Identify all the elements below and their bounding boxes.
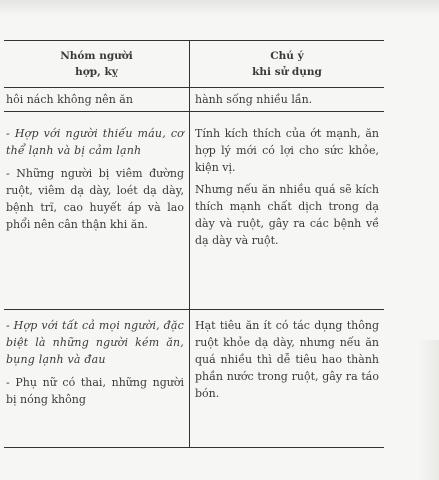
row1-notes-text: hành sống nhiều lần. [195,93,313,106]
row2-suitable-text: - Hợp với người thiếu máu, cơ thể lạnh và bị cảm lạnh [6,127,184,157]
header-divider [4,87,384,88]
row2-notes-cell [195,125,379,249]
row3-notes-text: Hạt tiêu ăn ít có tác dụng thông ruột khỏe dạ dày, nhưng nếu ăn quá nhiều thì dễ tiêu hao thành phần nước trong ruột, gây ra táo bón. [195,319,379,400]
header-group-line1: Nhóm người [60,50,133,62]
header-group-line2: hợp, kỵ [75,66,118,78]
row1-group-cell [6,91,184,108]
row3-group-cell [6,317,184,408]
header-group-cell [4,41,189,87]
page-shadow [418,340,439,480]
row3-caution-text: - Phụ nữ có thai, những người bị nóng không [6,376,184,406]
row2-notes-para1: Tính kích thích của ớt mạnh, ăn hợp lý mới có lợi cho sức khỏe, kiện vị. [195,127,379,174]
row2-caution-text: - Những người bị viêm đường ruột, viêm dạ dày, loét dạ dày, bệnh trĩ, cao huyết áp và lao phổi nên cân thận khi ăn. [6,167,184,231]
header-notes-line2: khi sử dụng [252,66,322,78]
row1-notes-cell [195,91,379,108]
page-top-edge [0,0,439,16]
row3-suitable-text: - Hợp với tất cả mọi người, đặc biệt là những người kém ăn, bụng lạnh và đau [6,319,184,366]
row3-notes-cell [195,317,379,402]
row1-group-text: hôi nách không nên ăn [6,93,133,106]
row2-group-cell [6,125,184,233]
food-advice-table [4,40,384,448]
column-divider [189,41,190,447]
header-notes-cell [190,41,384,87]
header-notes-line1: Chú ý [270,50,304,62]
row-divider-1 [4,111,384,112]
row2-notes-para2: Nhưng nếu ăn nhiều quá sẽ kích thích mạnh chất dịch trong dạ dày và ruột, gây ra các bệnh về dạ dày và ruột. [195,183,379,247]
row-divider-2 [4,309,384,310]
